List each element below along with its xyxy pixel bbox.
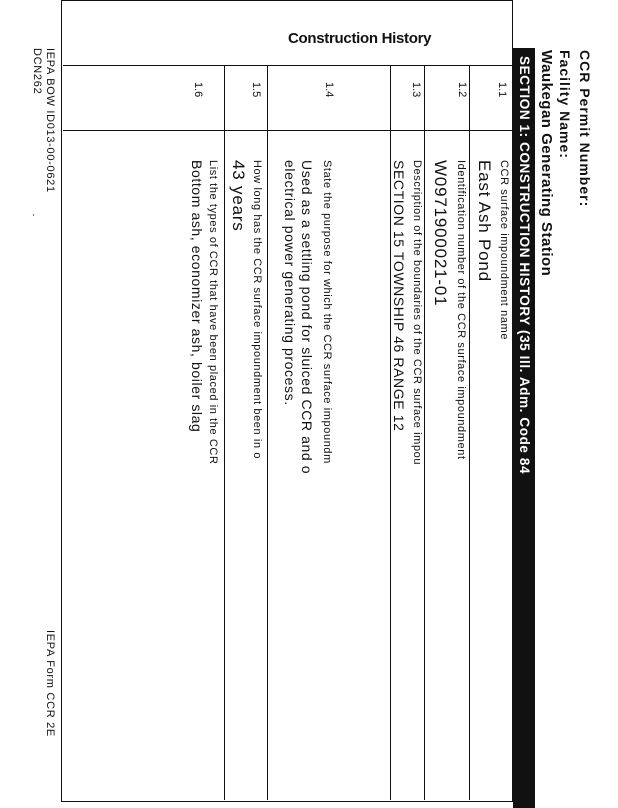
question-text: Identification number of the CCR surface impoundment <box>455 160 467 460</box>
column-divider-number <box>63 130 513 131</box>
question-text: Description of the boundaries of the CCR surface impou <box>411 160 423 466</box>
facility-name-value: Waukegan Generating Station <box>538 50 555 277</box>
answer-text-line-2: electrical power generating process. <box>282 160 298 406</box>
row-divider <box>224 65 225 800</box>
answer-text-line-1: Used as a settling pond for sluiced CCR and o <box>299 160 315 475</box>
row-divider <box>424 65 425 800</box>
answer-text: 43 years <box>229 160 248 232</box>
footer-dcn: DCN262 <box>31 48 43 95</box>
row-number: 1.3 <box>410 82 422 98</box>
row-divider <box>267 65 268 800</box>
question-text: State the purpose for which the CCR surface impoundm <box>321 160 333 464</box>
section-header-bar <box>513 48 535 808</box>
answer-text: East Ash Pond <box>475 160 494 282</box>
construction-history-label: Construction History <box>288 30 432 47</box>
answer-text: Bottom ash, economizer ash, boiler slag <box>189 160 205 433</box>
row-number: 1.6 <box>192 82 204 98</box>
footer-form-id: IEPA BOW ID013-00-0621 <box>44 48 56 193</box>
permit-number-label: CCR Permit Number: <box>577 50 593 208</box>
scan-speck <box>33 214 34 216</box>
question-text: List the types of CCR that have been placed in the CCR <box>207 160 219 465</box>
answer-text: SECTION 15 TOWNSHIP 46 RANGE 12 <box>391 160 407 432</box>
row-number: 1.5 <box>250 82 262 98</box>
row-number: 1.2 <box>456 82 468 98</box>
row-divider <box>469 65 470 800</box>
question-text: CCR surface impoundment name <box>498 160 510 341</box>
footer-form-name: IEPA Form CCR 2E <box>44 630 56 737</box>
section-title: SECTION 1: CONSTRUCTION HISTORY (35 Ill. Adm. Code 84 <box>517 56 532 475</box>
facility-name-label: Facility Name: <box>557 50 573 159</box>
row-number: 1.4 <box>323 82 335 98</box>
question-text: How long has the CCR surface impoundment been in o <box>251 160 263 460</box>
answer-text: W0971900021-01 <box>431 160 450 307</box>
row-number: 1.1 <box>496 82 508 98</box>
column-divider-label <box>63 65 513 66</box>
